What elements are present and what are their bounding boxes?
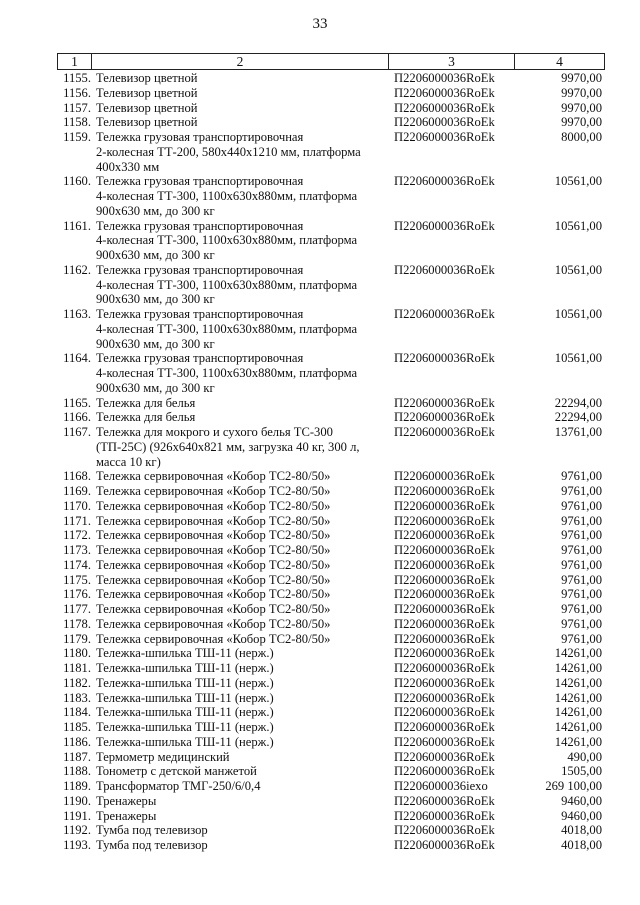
item-code: П2206000036RoEk xyxy=(394,307,495,321)
row-number: 1193. xyxy=(63,838,91,852)
item-name: Тележка грузовая транспортировочная 2-колесная ТТ-200, 580х440х1210 мм, платформа 400х330 мм xyxy=(96,130,361,174)
row-number: 1180. xyxy=(63,646,91,661)
item-price: 10561,00 xyxy=(554,262,602,277)
item-name: Тележка грузовая транспортировочная 4-колесная ТТ-300, 1100х630х880мм, платформа 900х630 мм, до 300 кг xyxy=(96,351,358,395)
item-name: Тележка сервировочная «Кобор ТС2-80/50» xyxy=(96,484,331,498)
item-price: 9761,00 xyxy=(561,631,602,646)
row-number: 1169. xyxy=(63,484,91,498)
item-price: 9761,00 xyxy=(561,498,602,513)
row-number: 1183. xyxy=(63,690,91,705)
table-row xyxy=(57,735,604,750)
table-row xyxy=(57,396,604,411)
item-code: П2206000036RoEk xyxy=(394,749,495,764)
table-row xyxy=(57,263,604,307)
item-name: Тумба под телевизор xyxy=(96,823,208,838)
item-price: 10561,00 xyxy=(554,351,602,366)
item-code: П2206000036RoEk xyxy=(394,469,495,484)
table-row xyxy=(57,71,604,86)
header-col-4: 4 xyxy=(515,54,605,70)
item-price: 14261,00 xyxy=(554,646,602,661)
item-code: П2206000036RoEk xyxy=(394,823,495,838)
item-name: Тележка-шпилька ТШ-11 (нерж.) xyxy=(96,661,274,675)
row-number: 1174. xyxy=(63,557,91,572)
item-price: 22294,00 xyxy=(554,410,602,425)
table-body xyxy=(57,71,604,853)
item-price: 4018,00 xyxy=(561,838,602,852)
item-price: 9761,00 xyxy=(561,602,602,616)
item-price: 9761,00 xyxy=(561,528,602,543)
item-name: Тележка-шпилька ТШ-11 (нерж.) xyxy=(96,646,274,661)
item-name: Тележка для мокрого и сухого белья ТС-300 (ТП-25С) (926х640х821 мм, загрузка 40 кг, 300 л, масса 10 кг) xyxy=(96,425,360,469)
row-number: 1158. xyxy=(63,115,91,130)
item-name: Тележка сервировочная «Кобор ТС2-80/50» xyxy=(96,572,331,587)
item-price: 14261,00 xyxy=(554,661,602,675)
table-row xyxy=(57,617,604,632)
item-code: П2206000036RoEk xyxy=(394,174,495,189)
item-price: 1505,00 xyxy=(561,764,602,779)
item-name: Тележка сервировочная «Кобор ТС2-80/50» xyxy=(96,469,331,484)
item-name: Тележка для белья xyxy=(96,395,196,410)
item-name: Тележка грузовая транспортировочная 4-колесная ТТ-300, 1100х630х880мм, платформа 900х630 мм, до 300 кг xyxy=(96,262,358,307)
item-code: П2206000036RoEk xyxy=(394,351,495,366)
item-price: 8000,00 xyxy=(561,130,602,144)
table-row xyxy=(57,410,604,425)
item-price: 9761,00 xyxy=(561,484,602,498)
table-row xyxy=(57,750,604,765)
item-price: 14261,00 xyxy=(554,720,602,734)
item-name: Тележка сервировочная «Кобор ТС2-80/50» xyxy=(96,528,331,543)
item-code: П2206000036RoEk xyxy=(394,705,495,720)
item-price: 14261,00 xyxy=(554,675,602,690)
row-number: 1184. xyxy=(63,705,91,720)
table-row xyxy=(57,101,604,116)
table-row xyxy=(57,779,604,794)
row-number: 1177. xyxy=(63,602,91,616)
row-number: 1173. xyxy=(63,543,91,557)
table-row xyxy=(57,720,604,735)
row-number: 1163. xyxy=(63,307,91,321)
table-row xyxy=(57,602,604,617)
item-name: Трансформатор ТМГ-250/6/0,4 xyxy=(96,779,261,793)
table-row xyxy=(57,809,604,824)
item-price: 14261,00 xyxy=(554,734,602,749)
item-price: 9761,00 xyxy=(561,557,602,572)
item-name: Телевизор цветной xyxy=(96,100,198,115)
table-row xyxy=(57,823,604,838)
table-row xyxy=(57,691,604,706)
item-name: Тележка сервировочная «Кобор ТС2-80/50» xyxy=(96,498,331,513)
table-header xyxy=(57,53,605,70)
table-row xyxy=(57,425,604,469)
table-row xyxy=(57,115,604,130)
table-row xyxy=(57,794,604,809)
item-code: П2206000036RoEk xyxy=(394,528,495,543)
item-price: 9970,00 xyxy=(561,100,602,115)
row-number: 1172. xyxy=(63,528,91,543)
item-price: 4018,00 xyxy=(561,823,602,838)
item-code: П2206000036RoEk xyxy=(394,587,495,602)
item-name: Тележка сервировочная «Кобор ТС2-80/50» xyxy=(96,616,331,631)
item-price: 9970,00 xyxy=(561,115,602,130)
item-code: П2206000036RoEk xyxy=(394,100,495,115)
item-code: П2206000036RoEk xyxy=(394,661,495,675)
item-price: 14261,00 xyxy=(554,690,602,705)
item-price: 9460,00 xyxy=(561,793,602,808)
item-code: П2206000036RoEk xyxy=(394,262,495,277)
row-number: 1159. xyxy=(63,130,91,144)
item-price: 10561,00 xyxy=(554,307,602,321)
table-row xyxy=(57,219,604,263)
item-name: Тележка-шпилька ТШ-11 (нерж.) xyxy=(96,690,274,705)
item-name: Термометр медицинский xyxy=(96,749,230,764)
item-price: 9761,00 xyxy=(561,469,602,484)
item-name: Тележка сервировочная «Кобор ТС2-80/50» xyxy=(96,513,331,528)
item-name: Тележка сервировочная «Кобор ТС2-80/50» xyxy=(96,587,331,602)
item-price: 9460,00 xyxy=(561,808,602,823)
header-col-2: 2 xyxy=(92,54,389,70)
row-number: 1157. xyxy=(63,100,91,115)
item-code: П2206000036RoEk xyxy=(394,675,495,690)
item-price: 9970,00 xyxy=(561,71,602,85)
item-price: 22294,00 xyxy=(554,395,602,410)
item-name: Тележка грузовая транспортировочная 4-колесная ТТ-300, 1100х630х880мм, платформа 900х630 мм, до 300 кг xyxy=(96,218,358,262)
table-row xyxy=(57,661,604,676)
table-row xyxy=(57,528,604,543)
item-name: Телевизор цветной xyxy=(96,85,198,100)
item-name: Телевизор цветной xyxy=(96,115,198,130)
item-name: Тележка-шпилька ТШ-11 (нерж.) xyxy=(96,705,274,720)
row-number: 1181. xyxy=(63,661,91,675)
item-name: Тележка сервировочная «Кобор ТС2-80/50» xyxy=(96,602,331,616)
item-price: 13761,00 xyxy=(554,425,602,439)
row-number: 1161. xyxy=(63,218,91,233)
row-number: 1162. xyxy=(63,262,91,277)
item-code: П2206000036RoEk xyxy=(394,130,495,144)
row-number: 1190. xyxy=(63,793,91,808)
item-code: П2206000036RoEk xyxy=(394,764,495,779)
item-name: Телевизор цветной xyxy=(96,71,198,85)
item-price: 9761,00 xyxy=(561,572,602,587)
table-row xyxy=(57,86,604,101)
table-row xyxy=(57,484,604,499)
row-number: 1160. xyxy=(63,174,91,189)
item-code: П2206000036iexo xyxy=(394,779,488,793)
row-number: 1170. xyxy=(63,498,91,513)
row-number: 1171. xyxy=(63,513,91,528)
item-price: 490,00 xyxy=(567,749,602,764)
row-number: 1179. xyxy=(63,631,91,646)
row-number: 1164. xyxy=(63,351,91,366)
row-number: 1178. xyxy=(63,616,91,631)
item-name: Тележка-шпилька ТШ-11 (нерж.) xyxy=(96,734,274,749)
row-number: 1155. xyxy=(63,71,91,85)
item-name: Тележка-шпилька ТШ-11 (нерж.) xyxy=(96,720,274,734)
item-code: П2206000036RoEk xyxy=(394,602,495,616)
item-code: П2206000036RoEk xyxy=(394,616,495,631)
item-code: П2206000036RoEk xyxy=(394,557,495,572)
item-code: П2206000036RoEk xyxy=(394,572,495,587)
item-price: 9761,00 xyxy=(561,513,602,528)
item-price: 9970,00 xyxy=(561,85,602,100)
item-code: П2206000036RoEk xyxy=(394,543,495,557)
item-code: П2206000036RoEk xyxy=(394,425,495,439)
item-code: П2206000036RoEk xyxy=(394,218,495,233)
table-row xyxy=(57,764,604,779)
row-number: 1175. xyxy=(63,572,91,587)
item-name: Тележка грузовая транспортировочная 4-колесная ТТ-300, 1100х630х880мм, платформа 900х630 мм, до 300 кг xyxy=(96,307,358,351)
item-name: Тренажеры xyxy=(96,808,157,823)
item-price: 9761,00 xyxy=(561,543,602,557)
item-code: П2206000036RoEk xyxy=(394,85,495,100)
table-row xyxy=(57,587,604,602)
item-code: П2206000036RoEk xyxy=(394,734,495,749)
item-code: П2206000036RoEk xyxy=(394,115,495,130)
item-price: 269 100,00 xyxy=(545,779,602,793)
table-row xyxy=(57,469,604,484)
item-name: Тележка сервировочная «Кобор ТС2-80/50» xyxy=(96,557,331,572)
item-code: П2206000036RoEk xyxy=(394,690,495,705)
table-row xyxy=(57,646,604,661)
item-name: Тележка для белья xyxy=(96,410,196,425)
row-number: 1187. xyxy=(63,749,91,764)
item-name: Тележка сервировочная «Кобор ТС2-80/50» xyxy=(96,543,331,557)
table-row xyxy=(57,174,604,218)
item-name: Тренажеры xyxy=(96,793,157,808)
table-row xyxy=(57,838,604,853)
item-code: П2206000036RoEk xyxy=(394,646,495,661)
item-code: П2206000036RoEk xyxy=(394,513,495,528)
table-row xyxy=(57,573,604,588)
row-number: 1185. xyxy=(63,720,91,734)
item-price: 10561,00 xyxy=(554,174,602,189)
table-row xyxy=(57,676,604,691)
row-number: 1167. xyxy=(63,425,91,439)
item-name: Тумба под телевизор xyxy=(96,838,208,852)
row-number: 1189. xyxy=(63,779,91,793)
table-row xyxy=(57,307,604,351)
row-number: 1156. xyxy=(63,85,91,100)
item-price: 9761,00 xyxy=(561,587,602,602)
item-code: П2206000036RoEk xyxy=(394,838,495,852)
row-number: 1165. xyxy=(63,395,91,410)
header-col-1: 1 xyxy=(71,54,78,69)
item-code: П2206000036RoEk xyxy=(394,395,495,410)
table-row xyxy=(57,705,604,720)
row-number: 1188. xyxy=(63,764,91,779)
table-row xyxy=(57,543,604,558)
table-row xyxy=(57,130,604,174)
table-row xyxy=(57,499,604,514)
item-name: Тележка-шпилька ТШ-11 (нерж.) xyxy=(96,675,274,690)
item-price: 9761,00 xyxy=(561,616,602,631)
row-number: 1182. xyxy=(63,675,91,690)
table-row xyxy=(57,632,604,647)
row-number: 1176. xyxy=(63,587,91,602)
item-code: П2206000036RoEk xyxy=(394,720,495,734)
row-number: 1191. xyxy=(63,808,91,823)
item-code: П2206000036RoEk xyxy=(394,71,495,85)
row-number: 1168. xyxy=(63,469,91,484)
table-row xyxy=(57,351,604,395)
item-code: П2206000036RoEk xyxy=(394,498,495,513)
item-code: П2206000036RoEk xyxy=(394,484,495,498)
table-row xyxy=(57,558,604,573)
item-name: Тонометр с детской манжетой xyxy=(96,764,257,779)
row-number: 1192. xyxy=(63,823,91,838)
page-number: 33 xyxy=(312,16,328,32)
item-code: П2206000036RoEk xyxy=(394,410,495,425)
item-name: Тележка сервировочная «Кобор ТС2-80/50» xyxy=(96,631,331,646)
row-number: 1166. xyxy=(63,410,91,425)
item-code: П2206000036RoEk xyxy=(394,793,495,808)
header-col-3: 3 xyxy=(389,54,515,70)
row-number: 1186. xyxy=(63,734,91,749)
item-code: П2206000036RoEk xyxy=(394,808,495,823)
item-price: 14261,00 xyxy=(554,705,602,720)
item-name: Тележка грузовая транспортировочная 4-колесная ТТ-300, 1100х630х880мм, платформа 900х630 мм, до 300 кг xyxy=(96,174,358,218)
item-price: 10561,00 xyxy=(554,218,602,233)
table-row xyxy=(57,514,604,529)
item-code: П2206000036RoEk xyxy=(394,631,495,646)
